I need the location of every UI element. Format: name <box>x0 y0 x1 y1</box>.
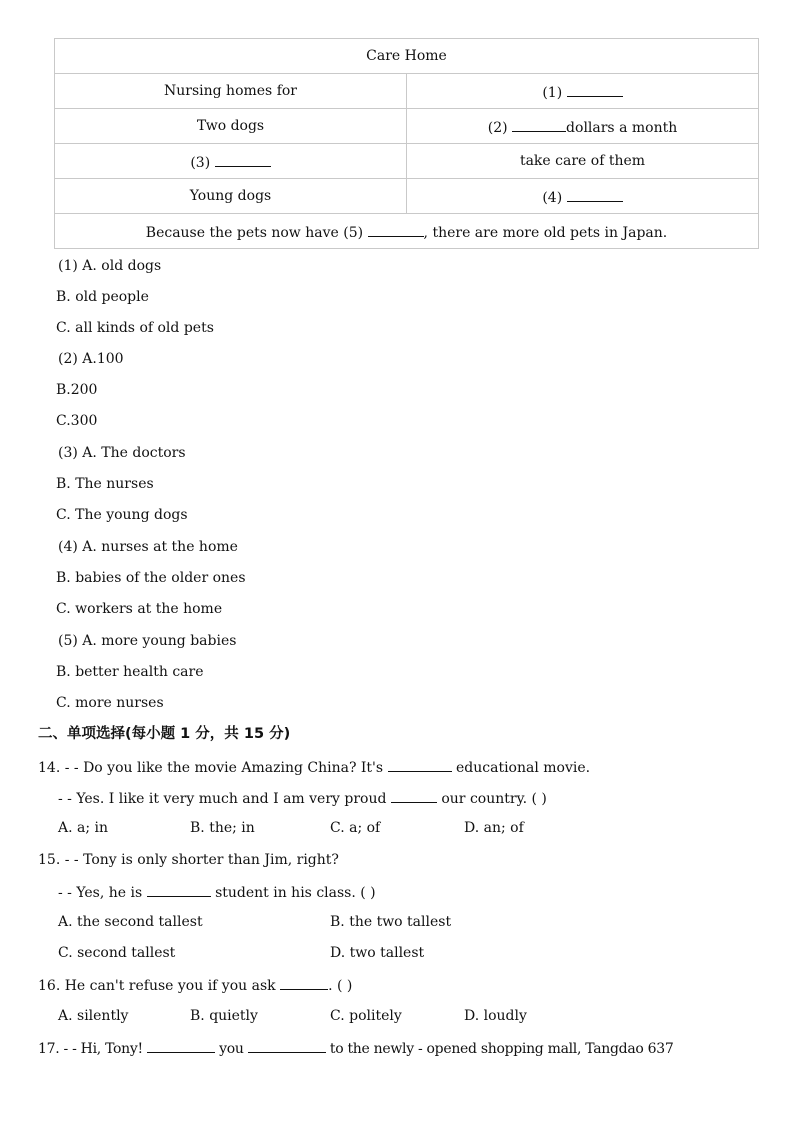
choice[interactable]: A. the second tallest <box>58 914 203 930</box>
table-row <box>55 179 759 214</box>
table-cell: (3) <box>55 144 407 179</box>
answer-blank <box>147 882 211 897</box>
option-line: B.200 <box>56 382 98 398</box>
choice[interactable]: C. politely <box>330 1008 402 1024</box>
answer-blank <box>147 1038 215 1053</box>
question-16: 16. He can't refuse you if you ask . ( ) <box>38 975 352 995</box>
choice[interactable]: C. a; of <box>330 820 381 836</box>
answer-blank <box>567 187 623 202</box>
answer-blank <box>248 1038 326 1053</box>
question-16-choices <box>58 1007 618 1025</box>
table-row <box>55 144 759 179</box>
answer-blank <box>280 975 328 990</box>
question-14: 14. - - Do you like the movie Amazing China? It's educational movie. <box>38 757 590 777</box>
choice[interactable]: D. two tallest <box>330 945 425 961</box>
choice[interactable]: A. silently <box>58 1008 129 1024</box>
answer-blank <box>512 117 566 132</box>
option-line: (5) A. more young babies <box>58 633 237 649</box>
option-line: (2) A.100 <box>58 351 124 367</box>
answer-blank <box>391 788 437 803</box>
table-footer-cell: Because the pets now have (5) , there are more old pets in Japan. <box>55 214 759 249</box>
answer-blank <box>388 757 452 772</box>
option-line: (3) A. The doctors <box>58 445 186 461</box>
option-line: C. all kinds of old pets <box>56 320 214 336</box>
choice[interactable]: D. an; of <box>464 820 524 836</box>
question-17: 17. - - Hi, Tony! you to the newly - opened shopping mall, Tangdao 637 <box>38 1038 673 1058</box>
option-line: B. babies of the older ones <box>56 570 246 586</box>
section-heading: 二、单项选择(每小题 1 分，共 15 分) <box>38 726 291 742</box>
answer-blank <box>368 222 424 237</box>
table-cell: Young dogs <box>55 179 407 214</box>
option-line: (4) A. nurses at the home <box>58 539 238 555</box>
table-row <box>55 214 759 249</box>
choice[interactable]: A. a; in <box>58 820 109 836</box>
table-cell: Nursing homes for <box>55 74 407 109</box>
choice[interactable]: B. the; in <box>190 820 255 836</box>
table-cell: (4) <box>407 179 759 214</box>
table-row <box>55 74 759 109</box>
table-cell: (1) <box>407 74 759 109</box>
table-cell: (2) dollars a month <box>407 109 759 144</box>
option-line: (1) A. old dogs <box>58 258 162 274</box>
option-line: B. The nurses <box>56 476 154 492</box>
question-14-reply: - - Yes. I like it very much and I am very proud our country. ( ) <box>58 788 547 808</box>
question-15: 15. - - Tony is only shorter than Jim, right? <box>38 852 339 868</box>
question-14-choices <box>58 819 618 837</box>
question-15-choices <box>58 913 558 931</box>
care-home-table <box>54 38 759 249</box>
option-line: C. The young dogs <box>56 507 188 523</box>
option-line: C. workers at the home <box>56 601 223 617</box>
question-15-reply: - - Yes, he is student in his class. ( ) <box>58 882 376 902</box>
table-row <box>55 39 759 74</box>
table-cell: take care of them <box>407 144 759 179</box>
table-title: Care Home <box>55 39 759 74</box>
answer-blank <box>215 152 271 167</box>
table-row <box>55 109 759 144</box>
table-cell: Two dogs <box>55 109 407 144</box>
choice[interactable]: B. quietly <box>190 1008 258 1024</box>
option-line: B. better health care <box>56 664 204 680</box>
choice[interactable]: C. second tallest <box>58 945 176 961</box>
choice[interactable]: D. loudly <box>464 1008 527 1024</box>
choice[interactable]: B. the two tallest <box>330 914 452 930</box>
answer-blank <box>567 82 623 97</box>
question-15-choices <box>58 944 558 962</box>
option-line: B. old people <box>56 289 149 305</box>
option-line: C.300 <box>56 413 98 429</box>
option-line: C. more nurses <box>56 695 164 711</box>
